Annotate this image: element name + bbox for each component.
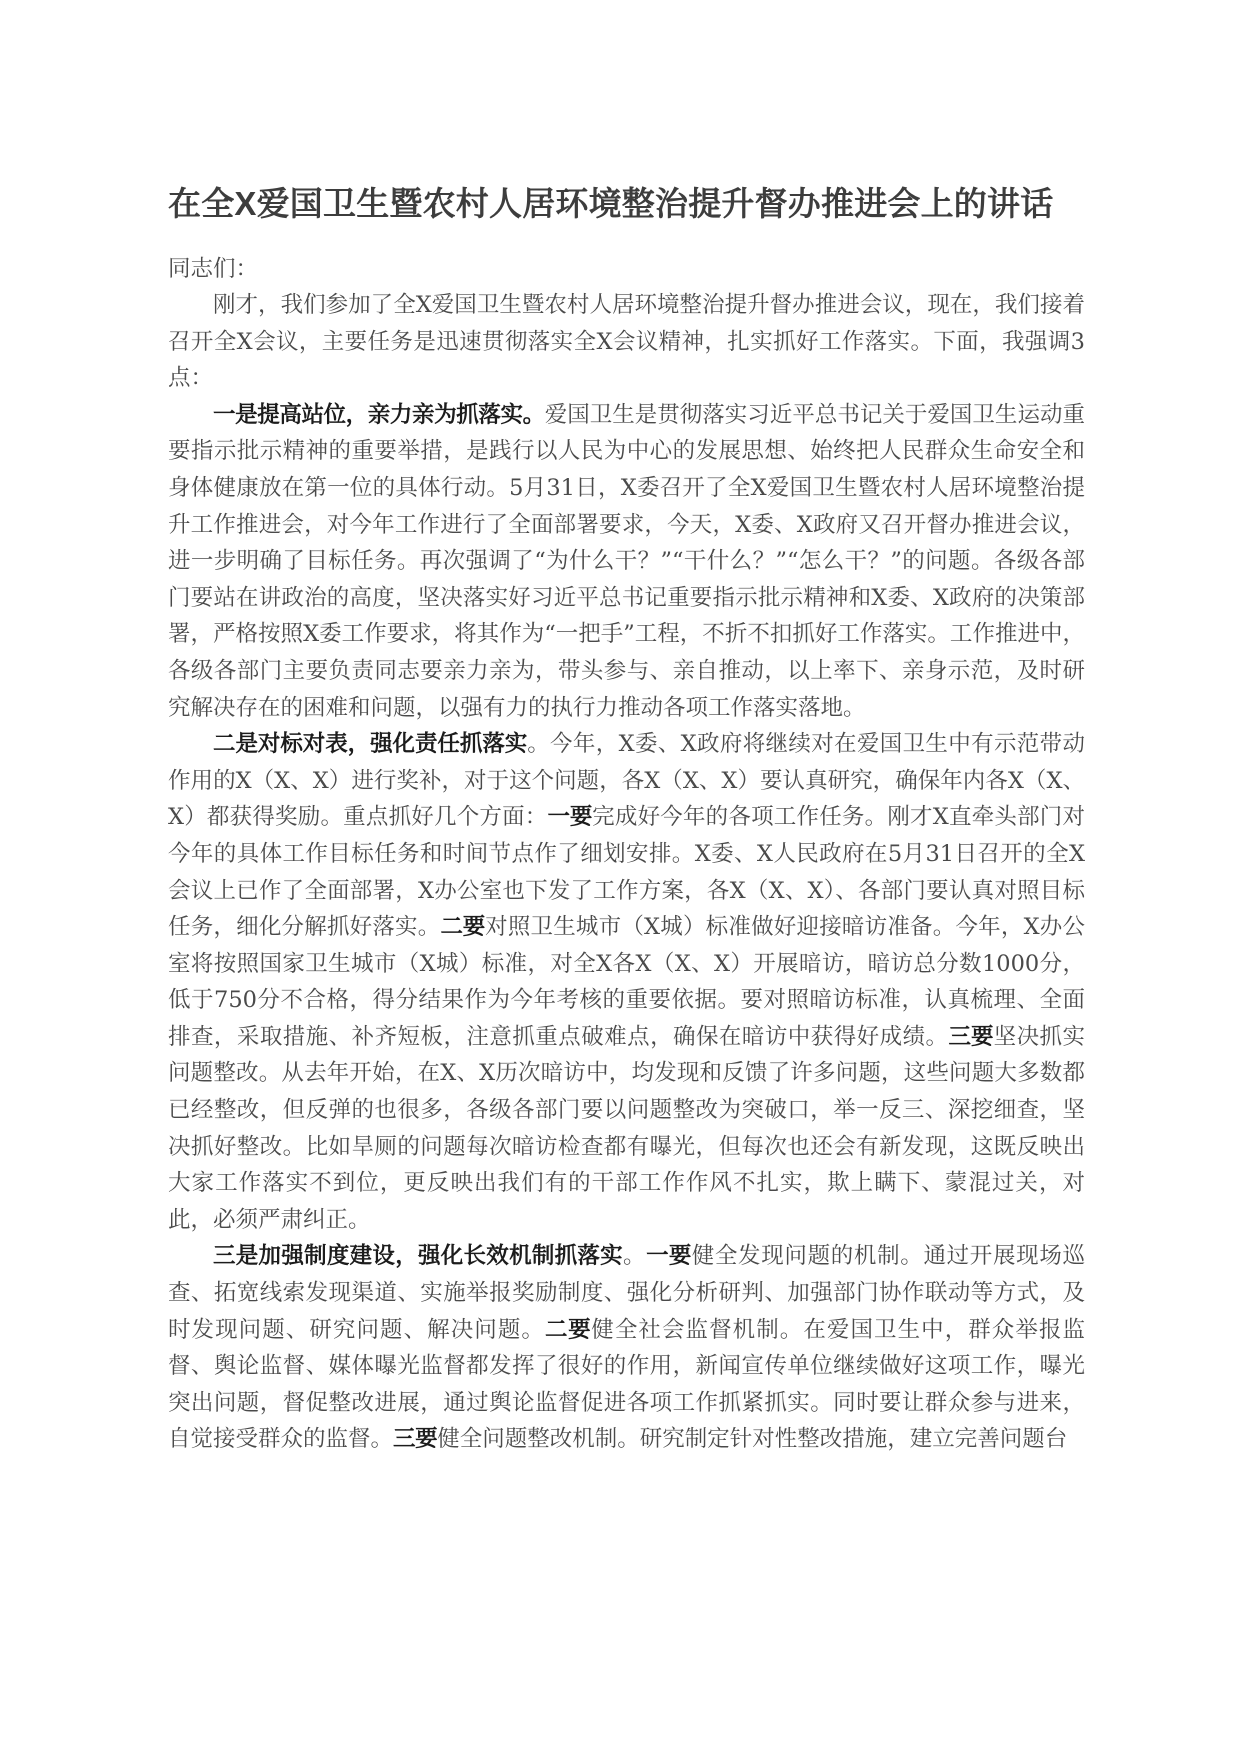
emphasis-run: 二要 (440, 914, 486, 941)
emphasis-run: 二是对标对表，强化责任抓落实 (213, 731, 528, 758)
document-body (168, 287, 1085, 1458)
emphasis-run: 一要 (547, 804, 593, 831)
text-run: 健全问题整改机制。研究制定针对性整改措施，建立完善问题台 (437, 1426, 1068, 1453)
text-run: 坚决抓实问题整改。从去年开始，在X、X历次暗访中，均发现和反馈了许多问题，这些问题大多数都已经整改，但反弹的也很多，各级各部门要以问题整改为突破口，举一反三、深挖细查，坚决抓好整改。比如旱厕的问题每次暗访检查都有曝光，但每次也还会有新发现，这既反映出大家工作落实不到位，更反映出我们有的干部工作作风不扎实，欺上瞒下、蒙混过关，对此，必须严肃纠正。 (168, 1023, 1085, 1233)
salutation: 同志们： (168, 256, 259, 282)
emphasis-run: 三要 (948, 1023, 994, 1050)
emphasis-run: 三是加强制度建设，强化长效机制抓落实 (213, 1243, 623, 1270)
emphasis-run: 二要 (544, 1316, 592, 1343)
text-run: 。 (622, 1243, 647, 1270)
text-run: 刚才，我们参加了全X爱国卫生暨农村人居环境整治提升督办推进会议，现在，我们接着召开全X会议，主要任务是迅速贯彻落实全X会议精神，扎实抓好工作落实。下面，我强调3点： (168, 292, 1085, 392)
text-run: 。今年，X委、X政府将继续对在爱国卫生中有示范带动作用的X（X、X）进行奖补，对于这个问题，各X（X、X）要认真研究，确保年内各X（X、X）都获得奖励。重点抓好几个方面： (168, 731, 1085, 831)
paragraph-point-one (168, 397, 1085, 726)
text-run: 爱国卫生是贯彻落实习近平总书记关于爱国卫生运动重要指示批示精神的重要举措，是践行以人民为中心的发展思想、始终把人民群众生命安全和身体健康放在第一位的具体行动。5月31日，X委召开了全X爱国卫生暨农村人居环境整治提升工作推进会，对今年工作进行了全面部署要求，今天，X委、X政府又召开督办推进会议，进一步明确了目标任务。再次强调了“为什么干？”“干什么？”“怎么干？”的问题。各级各部门要站在讲政治的高度，坚决落实好习近平总书记重要指示批示精神和X委、X政府的决策部署，严格按照X委工作要求，将其作为“一把手”工程，不折不扣抓好工作落实。工作推进中，各级各部门主要负责同志要亲力亲为，带头参与、亲自推动，以上率下、亲身示范，及时研究解决存在的困难和问题，以强有力的执行力推动各项工作落实落地。 (168, 401, 1085, 721)
page-title: 在全X爱国卫生暨农村人居环境整治提升督办推进会上的讲话 (168, 185, 1054, 222)
text-run: 健全发现问题的机制。通过开展现场巡查、拓宽线索发现渠道、实施举报奖励制度、强化分析研判、加强部门协作联动等方式，及时发现问题、研究问题、解决问题。 (168, 1243, 1085, 1343)
text-run: 对照卫生城市（X城）标准做好迎接暗访准备。今年，X办公室将按照国家卫生城市（X城）标准，对全X各X（X、X）开展暗访，暗访总分数1000分，低于750分不合格，得分结果作为今年考核的重要依据。要对照暗访标准，认真梳理、全面排查，采取措施、补齐短板，注意抓重点破难点，确保在暗访中获得好成绩。 (168, 914, 1085, 1050)
paragraph-point-two (168, 726, 1085, 1238)
emphasis-run: 一是提高站位，亲力亲为抓落实。 (213, 401, 545, 428)
text-run: 健全社会监督机制。在爱国卫生中，群众举报监督、舆论监督、媒体曝光监督都发挥了很好的作用，新闻宣传单位继续做好这项工作，曝光突出问题，督促整改进展，通过舆论监督促进各项工作抓紧抓实。同时要让群众参与进来，自觉接受群众的监督。 (168, 1316, 1085, 1453)
paragraph-intro (168, 287, 1085, 397)
emphasis-run: 三要 (393, 1426, 438, 1453)
emphasis-run: 一要 (646, 1243, 692, 1270)
text-run: 完成好今年的各项工作任务。刚才X直牵头部门对今年的具体工作目标任务和时间节点作了细划安排。X委、X人民政府在5月31日召开的全X会议上已作了全面部署，X办公室也下发了工作方案，各X（X、X）、各部门要认真对照目标任务，细化分解抓好落实。 (168, 804, 1085, 941)
paragraph-point-three (168, 1238, 1085, 1458)
